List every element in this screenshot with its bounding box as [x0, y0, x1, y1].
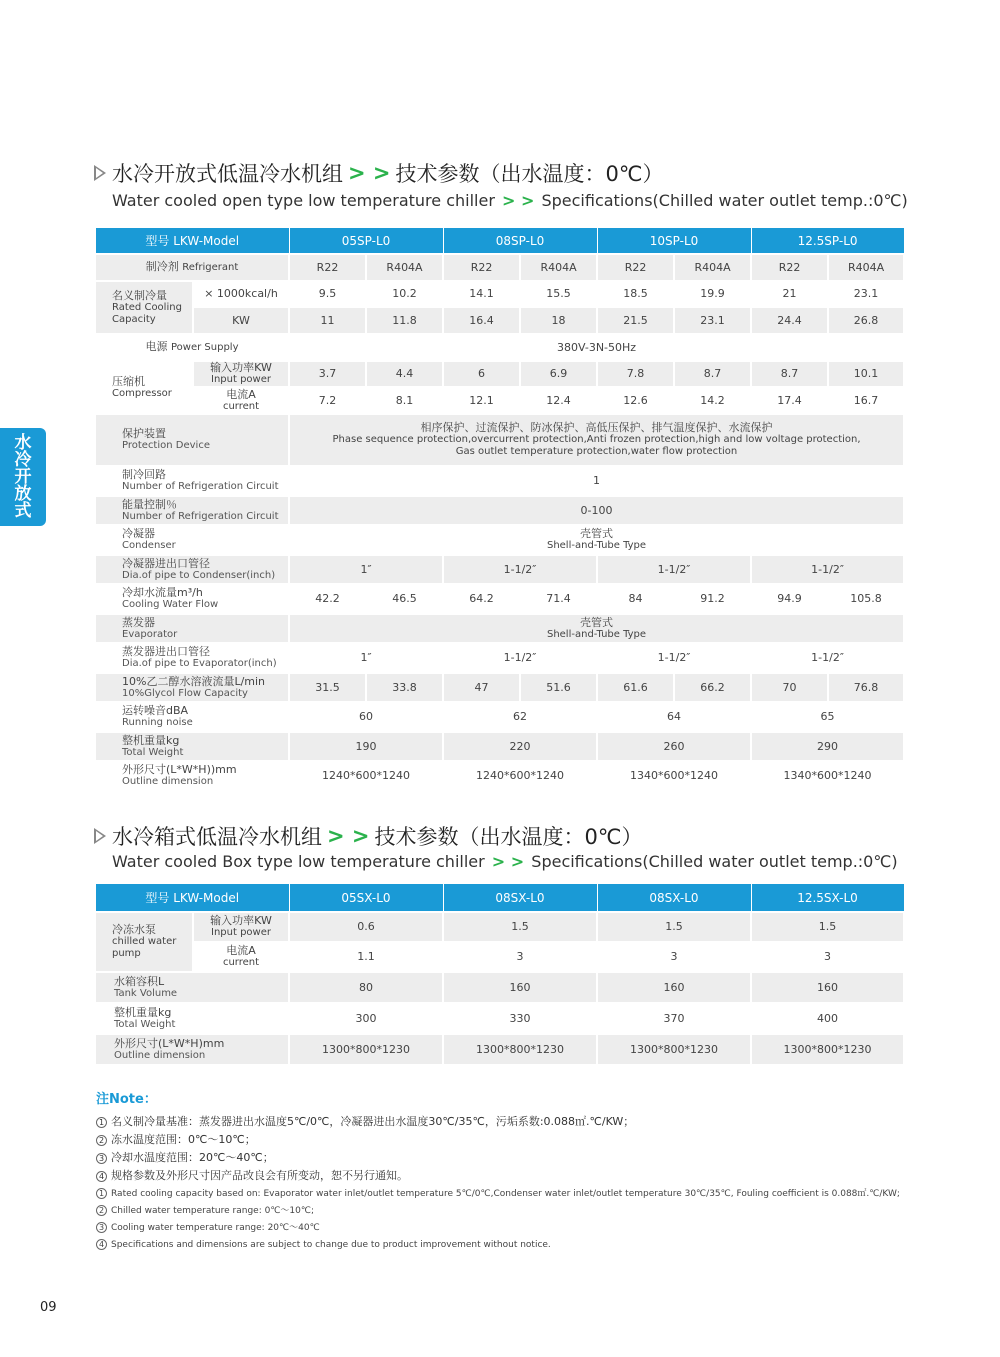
- cell: 1.1: [289, 942, 443, 972]
- cell: 66.2: [674, 673, 751, 702]
- cell: 16.4: [443, 307, 520, 334]
- cell: 42.2: [289, 584, 366, 614]
- section1-title-cn-b: 技术参数（出水温度：0℃）: [395, 162, 664, 186]
- cell: 7.8: [597, 361, 674, 387]
- cell: 1300*800*1230: [751, 1034, 904, 1065]
- table-row: [96, 361, 904, 387]
- cell: 16.7: [828, 387, 904, 414]
- cell: 9.5: [289, 281, 366, 307]
- cell: 1-1/2″: [443, 643, 597, 673]
- cell: 1″: [289, 555, 443, 584]
- header-model-08SX: 08SX-L0: [443, 884, 597, 912]
- row-label-power-supply: 电源 Power Supply: [96, 334, 289, 361]
- cell: 11: [289, 307, 366, 334]
- sub-label-input-power: 输入功率KW Input power: [193, 361, 289, 387]
- section1-title: [94, 158, 663, 188]
- cell: 1.5: [443, 912, 597, 942]
- cell: 19.9: [674, 281, 751, 307]
- table-row: [96, 525, 904, 555]
- cell: 1″: [289, 643, 443, 673]
- cell: R22: [751, 254, 828, 281]
- cell: 3.7: [289, 361, 366, 387]
- cell: 46.5: [366, 584, 443, 614]
- cell: R404A: [520, 254, 597, 281]
- row-label-evap-pipe: 蒸发器进出口管径 Dia.of pipe to Evaporator(inch): [96, 643, 289, 673]
- cell: 21.5: [597, 307, 674, 334]
- row-label-compressor: 压缩机 Compressor: [96, 361, 193, 414]
- cell-condenser: 壳管式 Shell-and-Tube Type: [289, 525, 904, 555]
- cell: 24.4: [751, 307, 828, 334]
- header-model-08SX-b: 08SX-L0: [597, 884, 751, 912]
- section1-title-cn-a: 水冷开放式低温冷水机组: [112, 162, 343, 186]
- section2-title-cn-b: 技术参数（出水温度：0℃）: [374, 825, 643, 849]
- cell: 64.2: [443, 584, 520, 614]
- cell: 1-1/2″: [751, 643, 904, 673]
- table-row: [96, 496, 904, 525]
- cell: 260: [597, 732, 751, 761]
- header-model-05SP: 05SP-L0: [289, 228, 443, 254]
- cell: 3: [751, 942, 904, 972]
- row-label-weight: 整机重量kg Total Weight: [96, 732, 289, 761]
- table-row: [96, 942, 904, 972]
- cell: 23.1: [674, 307, 751, 334]
- header-model-10SP: 10SP-L0: [597, 228, 751, 254]
- note-block: [96, 1088, 900, 1253]
- cell: 1240*600*1240: [443, 761, 597, 791]
- table-row: [96, 732, 904, 761]
- note-en-2: 2 Chilled water temperature range: 0℃～10℃;: [96, 1204, 896, 1219]
- cell: 15.5: [520, 281, 597, 307]
- cell: 160: [443, 972, 597, 1003]
- cell: 1.5: [751, 912, 904, 942]
- cell: 84: [597, 584, 674, 614]
- cell: 18: [520, 307, 597, 334]
- cell: 220: [443, 732, 597, 761]
- cell: 17.4: [751, 387, 828, 414]
- cell: 105.8: [828, 584, 904, 614]
- cell: 12.4: [520, 387, 597, 414]
- cell: R22: [443, 254, 520, 281]
- row-label-protection: 保护装置 Protection Device: [96, 414, 289, 466]
- header-model-label: 型号 LKW-Model: [96, 228, 289, 254]
- section1-subtitle-en-a: Water cooled open type low temperature chiller: [112, 191, 495, 210]
- note-cn-3: 3 冷却水温度范围：20℃～40℃；: [96, 1149, 896, 1167]
- cell: 1240*600*1240: [289, 761, 443, 791]
- cell: 190: [289, 732, 443, 761]
- note-cn-4: 4 规格参数及外形尺寸因产品改良会有所变动，恕不另行通知。: [96, 1167, 896, 1185]
- sub-label-kcal: × 1000kcal/h: [193, 281, 289, 307]
- table-row: [96, 912, 904, 942]
- row-label-condenser: 冷凝器 Condenser: [96, 525, 289, 555]
- row-label-pump: 冷冻水泵 chilled water pump: [96, 912, 193, 972]
- table-row: [96, 414, 904, 466]
- cell: 23.1: [828, 281, 904, 307]
- cell: 8.1: [366, 387, 443, 414]
- row-label-capacity: 名义制冷量 Rated Cooling Capacity: [96, 281, 193, 334]
- section1-title-gt: > >: [348, 161, 391, 185]
- cell: 71.4: [520, 584, 597, 614]
- row-label-dimension: 外形尺寸(L*W*H))mm Outline dimension: [96, 761, 289, 791]
- triangle-icon: [94, 828, 106, 844]
- cell: 33.8: [366, 673, 443, 702]
- cell: 65: [751, 702, 904, 732]
- cell: 61.6: [597, 673, 674, 702]
- cell-power-supply: 380V-3N-50Hz: [289, 334, 904, 361]
- cell: 7.2: [289, 387, 366, 414]
- note-cn-2: 2 冻水温度范围：0℃～10℃；: [96, 1131, 896, 1149]
- section2-subtitle: [112, 852, 898, 871]
- cell: R22: [597, 254, 674, 281]
- cell: 1300*800*1230: [289, 1034, 443, 1065]
- cell: R22: [289, 254, 366, 281]
- row-label-energy: 能量控制％ Number of Refrigeration Circuit: [96, 496, 289, 525]
- row-label-circuit: 制冷回路 Number of Refrigeration Circuit: [96, 466, 289, 496]
- table-row: [96, 334, 904, 361]
- table-row: [96, 307, 904, 334]
- cell: 62: [443, 702, 597, 732]
- cell: 64: [597, 702, 751, 732]
- row-label-weight: 整机重量kg Total Weight: [96, 1003, 289, 1034]
- table-row: [96, 673, 904, 702]
- section1-subtitle-en-b: Specifications(Chilled water outlet temp.:0℃): [541, 191, 908, 210]
- cell: R404A: [674, 254, 751, 281]
- cell: 4.4: [366, 361, 443, 387]
- cell: 1-1/2″: [443, 555, 597, 584]
- cell: 1-1/2″: [751, 555, 904, 584]
- cell: 160: [751, 972, 904, 1003]
- header-model-12.5SP: 12.5SP-L0: [751, 228, 904, 254]
- table-row: [96, 614, 904, 643]
- cell: R404A: [366, 254, 443, 281]
- triangle-icon: [94, 165, 106, 181]
- table-row: [96, 643, 904, 673]
- cell: 14.1: [443, 281, 520, 307]
- table-row: [96, 281, 904, 307]
- sub-label-input-power: 输入功率KW Input power: [193, 912, 289, 942]
- cell: 21: [751, 281, 828, 307]
- section2-subtitle-en-b: Specifications(Chilled water outlet temp.:0℃): [531, 852, 898, 871]
- cell: 3: [443, 942, 597, 972]
- cell: 60: [289, 702, 443, 732]
- cell: 8.7: [674, 361, 751, 387]
- row-label-tank: 水箱容积L Tank Volume: [96, 972, 289, 1003]
- cell: 47: [443, 673, 520, 702]
- cell: 3: [597, 942, 751, 972]
- header-model-05SX: 05SX-L0: [289, 884, 443, 912]
- table-row: [96, 555, 904, 584]
- row-label-cooling-flow: 冷却水流量m³/h Cooling Water Flow: [96, 584, 289, 614]
- cell: 80: [289, 972, 443, 1003]
- cell: 91.2: [674, 584, 751, 614]
- note-en-4: 4 Specifications and dimensions are subject to change due to product improvement without notice.: [96, 1238, 896, 1253]
- table-row: [96, 584, 904, 614]
- table-row: [96, 387, 904, 414]
- table-row: [96, 1003, 904, 1034]
- table-row: [96, 972, 904, 1003]
- cell: 0.6: [289, 912, 443, 942]
- note-title: 注Note：: [96, 1092, 157, 1107]
- note-en-1: 1 Rated cooling capacity based on: Evaporator water inlet/outlet temperature 5℃/0℃,Condenser water inlet/outlet temperature 30℃/35℃, Fouling coefficient is 0.088㎡.℃/KW;: [96, 1187, 896, 1202]
- cell: 0-100: [289, 496, 904, 525]
- cell: 51.6: [520, 673, 597, 702]
- cell: 6.9: [520, 361, 597, 387]
- table-header-row: [96, 884, 904, 912]
- cell: 8.7: [751, 361, 828, 387]
- row-label-evaporator: 蒸发器 Evaporator: [96, 614, 289, 643]
- side-category-tab: 水冷开放式: [0, 428, 46, 526]
- cell: 11.8: [366, 307, 443, 334]
- sub-label-current: 电流A current: [193, 942, 289, 972]
- cell: 76.8: [828, 673, 904, 702]
- spec-table-box-type: [96, 884, 905, 1066]
- header-model-label: 型号 LKW-Model: [96, 884, 289, 912]
- page-number: 09: [40, 1300, 57, 1315]
- cell: 26.8: [828, 307, 904, 334]
- note-cn-1: 1 名义制冷量基准：蒸发器进出水温度5℃/0℃，冷凝器进出水温度30℃/35℃，污垢系数:0.088㎡.℃/KW；: [96, 1113, 896, 1131]
- table-row: [96, 254, 904, 281]
- sub-label-current: 电流A current: [193, 387, 289, 414]
- cell: 370: [597, 1003, 751, 1034]
- cell-evaporator: 壳管式 Shell-and-Tube Type: [289, 614, 904, 643]
- cell: 1-1/2″: [597, 643, 751, 673]
- header-model-08SP: 08SP-L0: [443, 228, 597, 254]
- table-header-row: [96, 228, 904, 254]
- section2-title-gt: > >: [327, 824, 370, 848]
- cell: 10.1: [828, 361, 904, 387]
- cell: 14.2: [674, 387, 751, 414]
- cell: 94.9: [751, 584, 828, 614]
- note-en-3: 3 Cooling water temperature range: 20℃～40℃: [96, 1221, 896, 1236]
- section2-title-cn-a: 水冷箱式低温冷水机组: [112, 825, 322, 849]
- table-row: [96, 1034, 904, 1065]
- cell: 10.2: [366, 281, 443, 307]
- cell: 6: [443, 361, 520, 387]
- row-label-glycol: 10%乙二醇水溶液流量L/min 10%Glycol Flow Capacity: [96, 673, 289, 702]
- cell: 31.5: [289, 673, 366, 702]
- cell: 160: [597, 972, 751, 1003]
- sub-label-kw: KW: [193, 307, 289, 334]
- cell: 12.6: [597, 387, 674, 414]
- header-model-12.5SX: 12.5SX-L0: [751, 884, 904, 912]
- section2-subtitle-en-a: Water cooled Box type low temperature chiller: [112, 852, 485, 871]
- spec-table-open-type: [96, 228, 905, 792]
- cell: 70: [751, 673, 828, 702]
- cell: 18.5: [597, 281, 674, 307]
- cell: 1: [289, 466, 904, 496]
- cell: 330: [443, 1003, 597, 1034]
- cell: 1340*600*1240: [751, 761, 904, 791]
- cell: 1300*800*1230: [597, 1034, 751, 1065]
- cell-protection: 相序保护、过流保护、防冰保护、高低压保护、排气温度保护、水流保护 Phase sequence protection,overcurrent protection,Anti frozen protection,high and low voltage protection, Gas outlet temperature protection,water flow protection: [289, 414, 904, 466]
- cell: 300: [289, 1003, 443, 1034]
- section1-subtitle: [112, 191, 908, 210]
- row-label-cond-pipe: 冷凝器进出口管径 Dia.of pipe to Condenser(inch): [96, 555, 289, 584]
- table-row: [96, 466, 904, 496]
- cell: 1-1/2″: [597, 555, 751, 584]
- section2-subtitle-gt: > >: [491, 852, 525, 871]
- cell: 1340*600*1240: [597, 761, 751, 791]
- cell: 290: [751, 732, 904, 761]
- cell: 400: [751, 1003, 904, 1034]
- section2-title: [94, 821, 642, 851]
- cell: R404A: [828, 254, 904, 281]
- cell: 1300*800*1230: [443, 1034, 597, 1065]
- table-row: [96, 761, 904, 791]
- table-row: [96, 702, 904, 732]
- row-label-dimension: 外形尺寸(L*W*H)mm Outline dimension: [96, 1034, 289, 1065]
- cell: 12.1: [443, 387, 520, 414]
- section1-subtitle-gt: > >: [501, 191, 535, 210]
- row-label-noise: 运转噪音dBA Running noise: [96, 702, 289, 732]
- row-label-refrigerant: 制冷剂 Refrigerant: [96, 254, 289, 281]
- cell: 1.5: [597, 912, 751, 942]
